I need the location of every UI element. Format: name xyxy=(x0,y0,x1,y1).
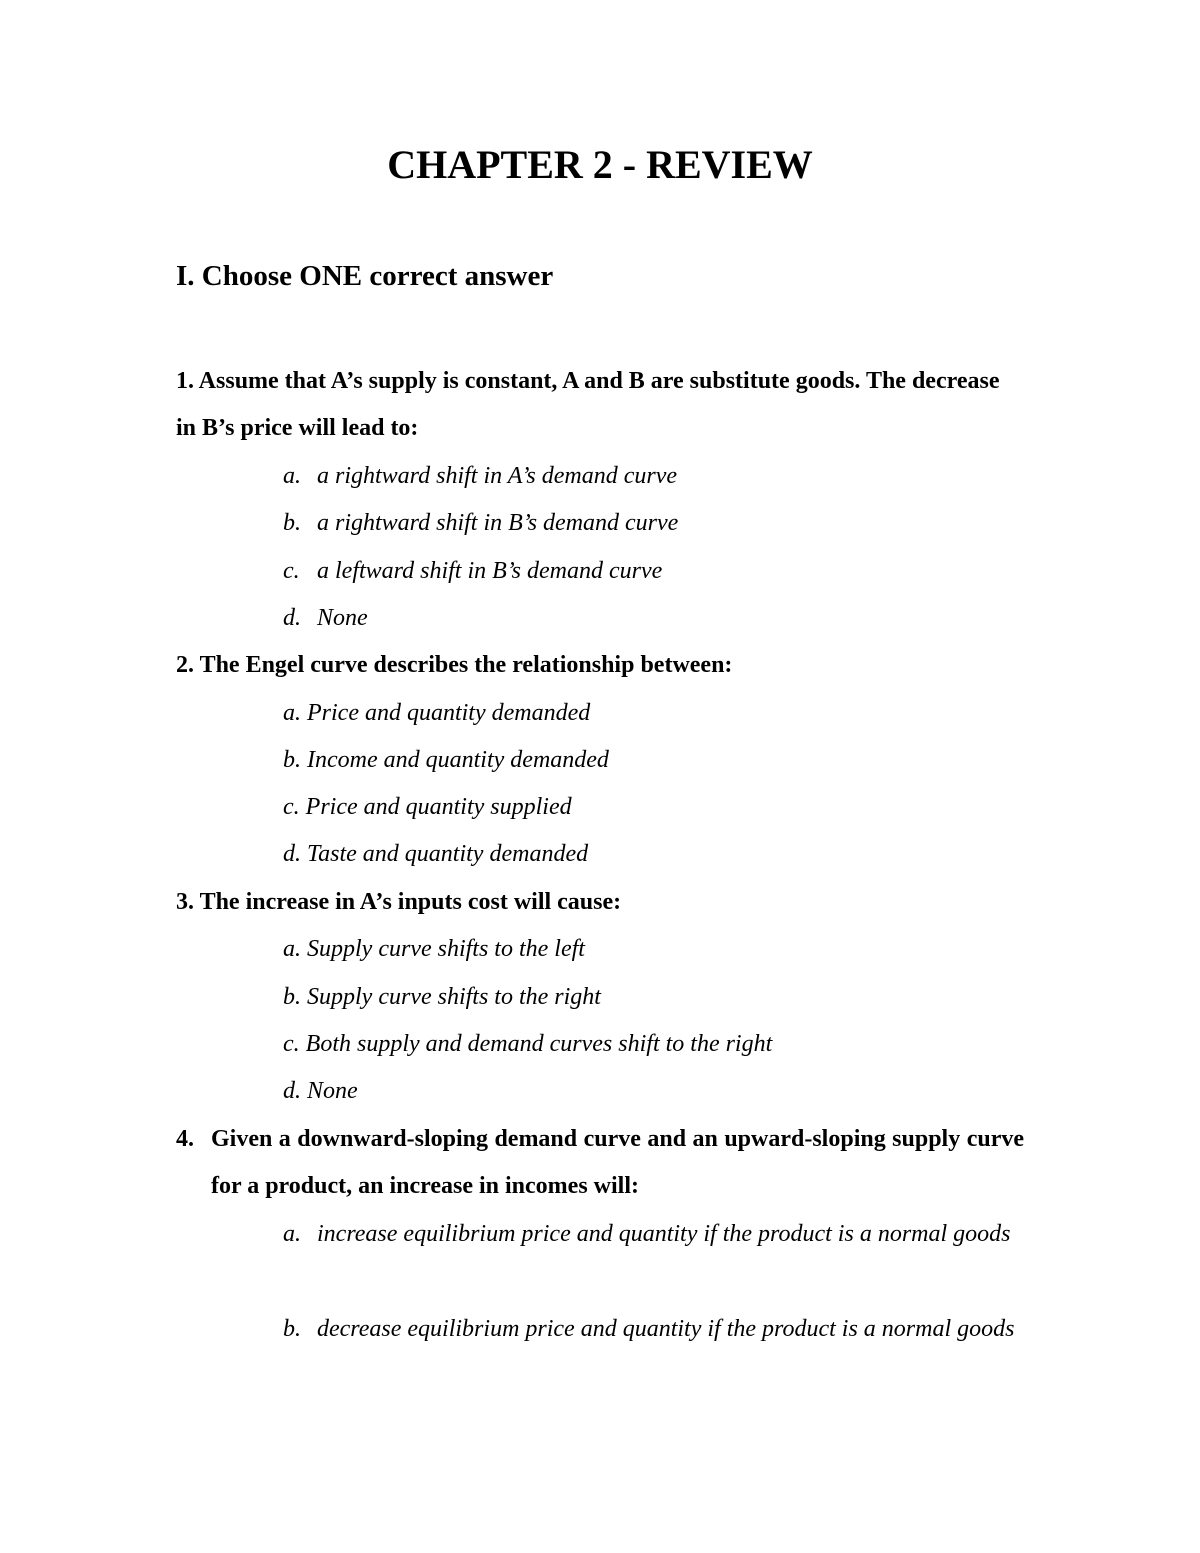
question-2-option-a: a. Price and quantity demanded xyxy=(283,700,591,726)
question-4 xyxy=(176,1116,1024,1210)
question-2-option-b: b. Income and quantity demanded xyxy=(283,747,609,773)
question-3-option-a: a. Supply curve shifts to the left xyxy=(283,936,585,962)
question-1-option-a xyxy=(283,453,1024,500)
question-2-option-d: d. Taste and quantity demanded xyxy=(283,841,589,867)
option-text: a leftward shift in B’s demand curve xyxy=(317,558,663,584)
page-title: CHAPTER 2 - REVIEW xyxy=(387,142,813,187)
question-3-option-b: b. Supply curve shifts to the right xyxy=(283,984,601,1010)
option-text: increase equilibrium price and quantity if the product is a normal goods xyxy=(317,1221,1011,1247)
option-letter: b. xyxy=(283,1316,301,1342)
option-letter: c. xyxy=(283,558,300,584)
option-letter: a. xyxy=(283,463,301,489)
option-text: a rightward shift in B’s demand curve xyxy=(317,510,679,536)
question-number: 4. xyxy=(176,1126,194,1152)
question-3: 3. The increase in A’s inputs cost will cause: xyxy=(176,889,622,915)
question-1: 1. Assume that A’s supply is constant, A and B are substitute goods. The decrease in B’s price will lead to: xyxy=(176,368,1000,441)
option-text: decrease equilibrium price and quantity if the product is a normal goods xyxy=(317,1316,1015,1342)
question-text: Given a downward-sloping demand curve and an upward-sloping supply curve for a product, an increase in incomes will: xyxy=(211,1126,1024,1199)
section-heading: I. Choose ONE correct answer xyxy=(176,260,554,292)
question-3-option-c: c. Both supply and demand curves shift to the right xyxy=(283,1031,773,1057)
option-letter: d. xyxy=(283,605,301,631)
question-4-option-a xyxy=(283,1211,1024,1258)
question-1-option-d xyxy=(283,595,1024,642)
question-2: 2. The Engel curve describes the relationship between: xyxy=(176,652,733,678)
option-letter: a. xyxy=(283,1221,301,1247)
question-1-option-b xyxy=(283,500,1024,547)
option-text: None xyxy=(317,605,368,631)
question-1-option-c xyxy=(283,548,1024,595)
question-3-option-d: d. None xyxy=(283,1078,358,1104)
question-4-option-b xyxy=(283,1306,1024,1353)
option-letter: b. xyxy=(283,510,301,536)
option-text: a rightward shift in A’s demand curve xyxy=(317,463,677,489)
question-2-option-c: c. Price and quantity supplied xyxy=(283,794,572,820)
